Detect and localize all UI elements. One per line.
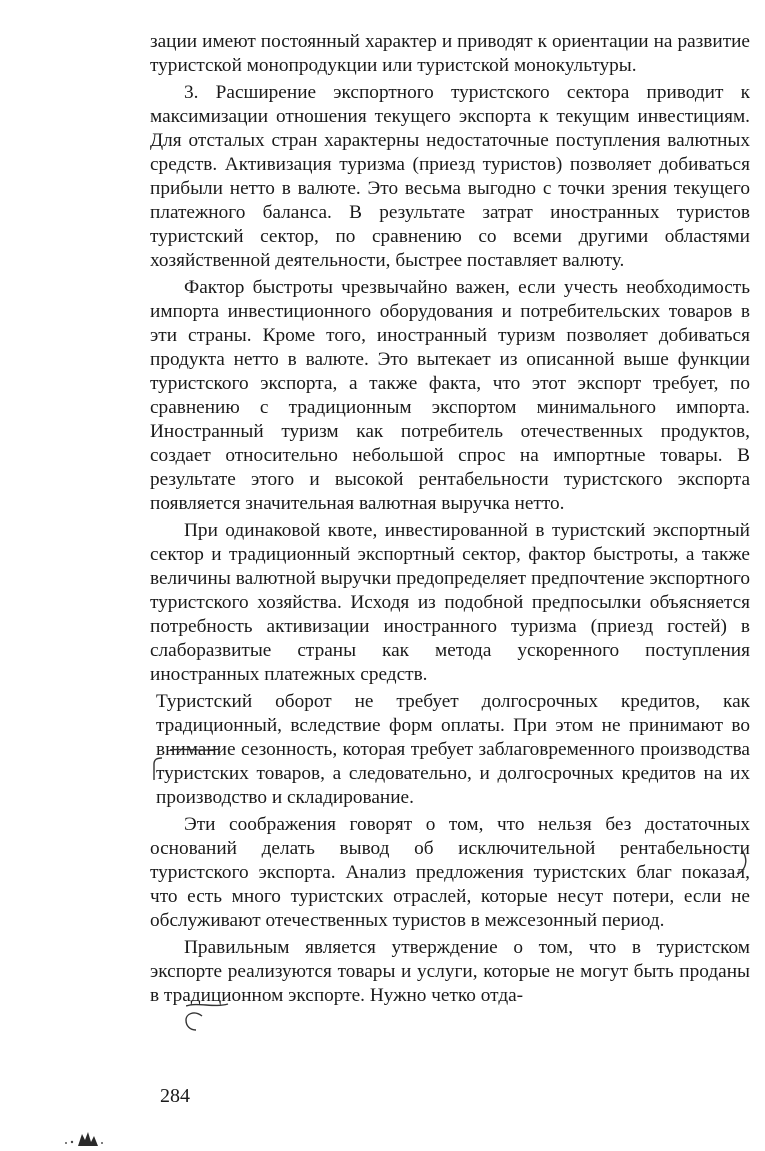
page-number: 284: [160, 1085, 190, 1107]
paragraph-2: 3. Расширение экспортного туристского сектора приводит к максимизации отношения текущего экспорта к текущим инвестициям. Для отсталых стран характерны недостаточные поступления валютных средств. Активизация туризма (приезд туристов) позволяет добиваться прибыли нетто в валюте. Это весьма выгодно с точки зрения текущего платежного баланса. В результате затрат иностранных туристов туристский сектор, по сравнению со всеми другими областями хозяйственной деятельности, быстрее поставляет валюту.: [150, 82, 750, 271]
paragraph-3: Фактор быстроты чрезвычайно важен, если учесть необходимость импорта инвестиционного оборудования и потребительских товаров в эти страны. Кроме того, иностранный туризм позволяет добиваться продукта нетто в валюте. Это вытекает из описанной выше функции туристского экспорта, а также факта, что этот экспорт требует, по сравнению с традиционным экспортом минимального импорта. Иностранный туризм как потребитель отечественных продуктов, создает относительно небольшой спрос на импортные товары. В результате этого и высокой рентабельности туристского экспорта появляется значительная валютная выручка нетто.: [150, 277, 750, 514]
pencil-underline-mark: [170, 745, 222, 755]
book-page-text: [150, 30, 750, 1008]
pencil-underline-mark: [186, 1000, 230, 1010]
paragraph-7: Правильным является утверждение о том, что в туристском экспорте реализуются товары и услуги, которые не могут быть проданы в традиционном экспорте. Нужно четко отда-: [150, 937, 750, 1006]
ink-smudge-mark: [58, 1128, 110, 1148]
paragraph-5: Туристский оборот не требует долгосрочных кредитов, как традиционный, вследствие форм оплаты. При этом не принимают во внимание сезонность, которая требует заблаговременного производства туристских товаров, а следовательно, и долгосрочных кредитов на их производство и складирование.: [156, 691, 750, 808]
pencil-bracket-open-mark: [182, 1010, 204, 1032]
paragraph-4: При одинаковой квоте, инвестированной в туристский экспортный сектор и традиционный экспортный сектор, фактор быстроты, а также величины валютной выручки предопределяет предпочтение экспортного туристского хозяйства. Исходя из подобной предпосылки объясняется потребность активизации иностранного туризма (приезд гостей) в слаборазвитые страны как метода ускоренного поступления иностранных платежных средств.: [150, 520, 750, 685]
paragraph-1: зации имеют постоянный характер и приводят к ориентации на развитие туристской монопродукции или туристской монокультуры.: [150, 31, 750, 76]
pencil-bracket-close-mark: [737, 848, 751, 878]
paragraph-6: Эти соображения говорят о том, что нельзя без достаточных оснований делать вывод об исключительной рентабельности туристского экспорта. Анализ предложения туристских благ показал, что есть много туристских отраслей, которые несут потери, если не обслуживают отечественных туристов в межсезонный период.: [150, 814, 750, 931]
pencil-bracket-open-mark: [150, 756, 164, 782]
